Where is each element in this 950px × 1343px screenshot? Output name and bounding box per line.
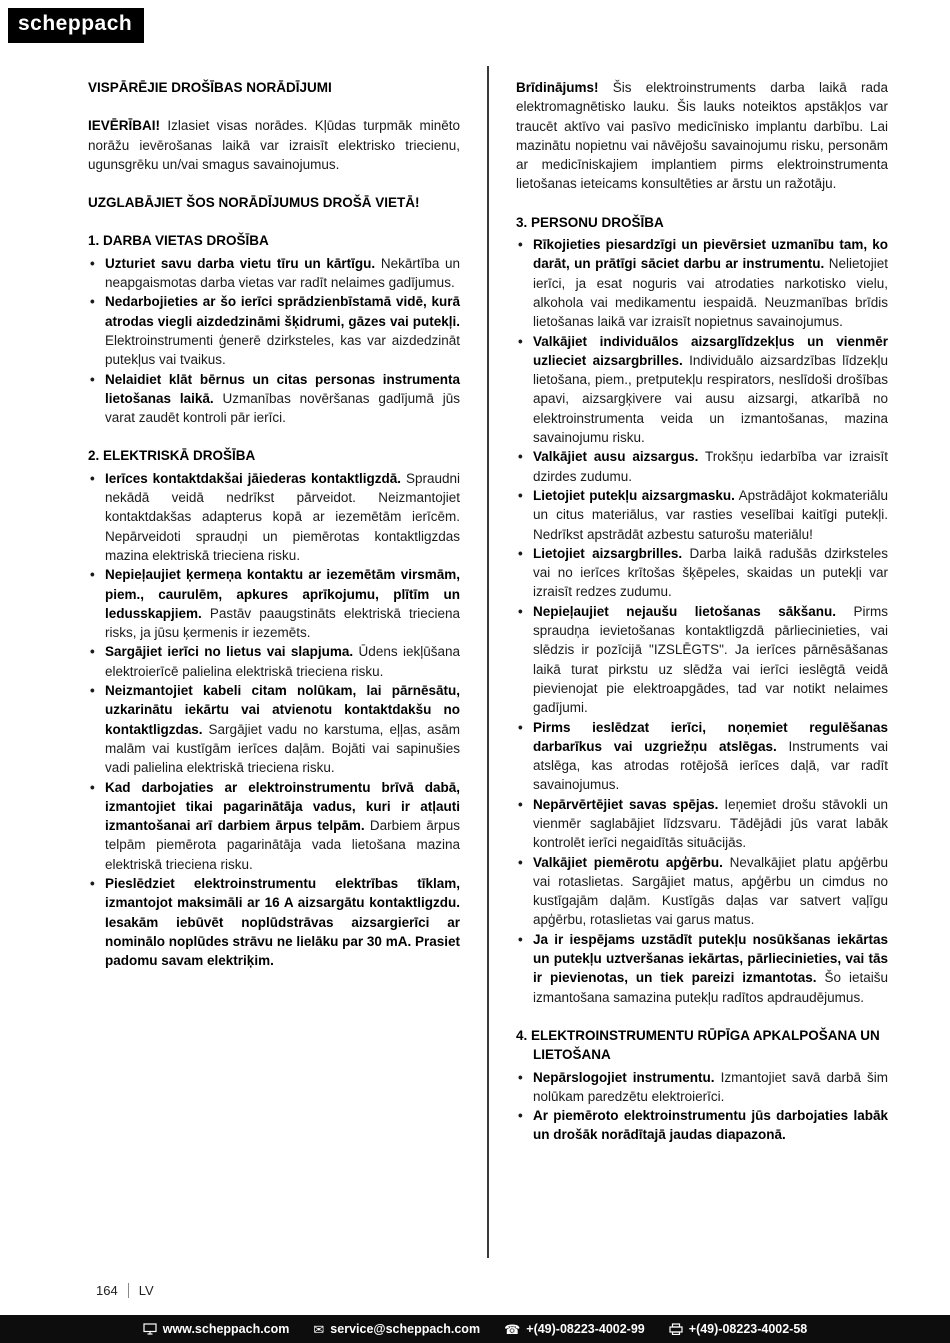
page-number: 164	[96, 1283, 118, 1298]
bold-text: Pirms ieslēdzat ierīci, noņemiet regulēšanas darbarīkus vai uzgriežņu atslēgas.	[533, 719, 888, 754]
body-text: Pirms spraudņa ievietošanas kontaktligzdā pārliecinieties, vai slēdzis ir pozīcijā "IZSLĒGTS". Ja ierīces pārnēsāšanas laikā turat pirkstu uz slēdža vai ierīci ieslēgtā veidā pievienojat pie elektroapgādes, tad var notikt nelaimes gadījumi.	[533, 603, 888, 716]
bullet-item	[88, 292, 460, 369]
body-text: Nekārtība un neapgaismotas darba vietas var radīt nelaimes gadījumus.	[105, 255, 461, 291]
bullet-item	[516, 853, 888, 930]
body-text: Ūdens iekļūšana elektroierīcē palielina elektriskā trieciena risku.	[105, 644, 460, 679]
bold-text: Kad darbojaties ar elektroinstrumentu brīvā dabā, izmantojiet tikai pagarinātāja vadus, kuri ir atļauti izmantošanai arī darbiem ārpus telpām.	[105, 779, 460, 834]
footer-email	[313, 1322, 480, 1336]
bullet-item	[88, 370, 460, 428]
website-url: www.scheppach.com	[162, 1322, 290, 1336]
bullet-marker: •	[518, 931, 523, 947]
bullet-marker: •	[518, 333, 523, 349]
bullet-item	[516, 930, 888, 1007]
bullet-item	[88, 469, 460, 565]
bullet-marker: •	[90, 644, 95, 660]
page-content	[88, 66, 890, 1258]
bullet-item	[516, 486, 888, 544]
body-text: Nevalkājiet platu apģērbu vai rotaslietas. Sargājiet matus, apģērbu un cimdus no kustīgajām daļām. Kustīgās daļas var satvert vaļīgu apģērbu, rotaslietas vai garus matus.	[533, 854, 888, 928]
envelope-icon: ✉	[313, 1321, 325, 1337]
bullet-item	[88, 642, 460, 681]
body-text: Individuālo aizsardzības līdzekļu lietošana, piem., pretputekļu respirators, neslīdoši drošības apavi, aizsargķivere vai ausu aizsargi, atkarībā no elektroinstrumenta veida un izmantošanas, mazina savainojumu risku.	[533, 352, 888, 446]
section-heading: VISPĀRĒJIE DROŠĪBAS NORĀDĪJUMI	[88, 80, 332, 95]
body-text: Pastāv paaugstināts elektriskā trieciena risks, ja jūsu ķermenis ir iezemēts.	[105, 605, 460, 641]
bullet-item	[516, 332, 888, 448]
page-number-divider	[128, 1283, 129, 1298]
body-text: Uzmanības novēršanas gadījumā jūs varat zaudēt kontroli pār ierīci.	[105, 390, 460, 426]
bullet-marker: •	[90, 875, 95, 891]
paragraph	[88, 116, 460, 174]
bullet-marker: •	[90, 683, 95, 699]
paragraph	[516, 78, 888, 194]
bold-text: Nedarbojieties ar šo ierīci sprādzienbīstamā vidē, kurā atrodas viegli aizdedzināmi šķidrumi, gāzes vai putekļi.	[105, 294, 460, 329]
body-text: Elektroinstrumenti ģenerē dzirksteles, kas var aizdedzināt putekļus vai tvaikus.	[105, 332, 460, 368]
body-text: Izmantojiet savā darbā šim nolūkam paredzētu elektroierīci.	[533, 1069, 888, 1104]
body-text: Trokšņu iedarbība var izraisīt dzirdes zudumu.	[533, 449, 888, 484]
bullet-item	[88, 681, 460, 777]
body-text: Izlasiet visas norādes. Kļūdas turpmāk minēto norāžu ievērošanas laikā var izraisīt elektrisko triecienu, ugunsgrēku un/vai smagus savainojumus.	[88, 118, 460, 172]
footer-website	[143, 1322, 290, 1336]
bullet-marker: •	[518, 796, 523, 812]
body-text: Nelietojiet ierīci, ja esat noguris vai atrodaties narkotisko vielu, alkohola vai medikamentu iespaidā. Neuzmanības brīdis lietošanas laikā var izraisīt nopietnus savainojumus.	[533, 256, 888, 330]
bold-text: Nepārvērtējiet savas spējas.	[533, 796, 719, 812]
bullet-list	[88, 469, 460, 971]
bullet-item	[88, 565, 460, 642]
bullet-item	[516, 235, 888, 331]
bullet-item	[516, 602, 888, 718]
bullet-item	[516, 718, 888, 795]
bullet-item	[516, 447, 888, 486]
bullet-marker: •	[518, 603, 523, 619]
section-heading: 3. PERSONU DROŠĪBA	[516, 214, 664, 230]
bold-text: Rīkojieties piesardzīgi un pievērsiet uzmanību tam, ko darāt, un prātīgi sāciet darbu ar instrumentu.	[533, 237, 888, 272]
bullet-marker: •	[90, 470, 95, 486]
monitor-icon	[143, 1323, 157, 1335]
column-divider	[487, 66, 489, 1258]
bold-text: Valkājiet piemērotu apģērbu.	[533, 854, 723, 870]
bullet-list	[516, 1068, 888, 1145]
fax-number: +(49)-08223-4002-58	[688, 1322, 808, 1336]
scheppach-logo: scheppach	[8, 8, 144, 43]
body-text: Darbiem ārpus telpām piemērota pagarinātāja vada lietošana mazina elektriskā trieciena risku.	[105, 818, 460, 872]
bullet-marker: •	[518, 449, 523, 465]
bold-text: Lietojiet putekļu aizsargmasku.	[533, 487, 735, 503]
bullet-marker: •	[90, 567, 95, 583]
bold-text: Nepieļaujiet ķermeņa kontaktu ar iezemētām virsmām, piem., caurulēm, apkures aprīkojumu, plītīm un ledusskapjiem.	[105, 567, 460, 621]
body-text: Darba laikā radušās dzirksteles vai no ierīces krītošas šķēpeles, skaidas un putekļi var izraisīt redzes zudumu.	[533, 545, 888, 600]
bold-text: Valkājiet individuālos aizsarglīdzekļus un vienmēr uzlieciet aizsargbrilles.	[533, 333, 888, 368]
bold-text: Nelaidiet klāt bērnus un citas personas instrumenta lietošanas laikā.	[105, 371, 460, 406]
bold-text: Uzturiet savu darba vietu tīru un kārtīgu.	[105, 255, 376, 271]
email-address: service@scheppach.com	[330, 1322, 481, 1336]
body-text: Instruments vai atslēga, kas atrodas rotējošā ierīces daļā, var radīt savainojumus.	[533, 738, 888, 793]
bullet-marker: •	[90, 371, 95, 387]
bold-text: Brīdinājums!	[516, 80, 599, 95]
right-column	[516, 66, 888, 1258]
bullet-item	[88, 874, 460, 970]
contact-footer-bar	[0, 1315, 950, 1343]
bullet-item	[88, 254, 460, 293]
bold-text: Lietojiet aizsargbrilles.	[533, 545, 683, 561]
language-code: LV	[138, 1283, 154, 1298]
bullet-marker: •	[90, 255, 95, 271]
bold-text: Valkājiet ausu aizsargus.	[533, 449, 699, 465]
bold-text: Neizmantojiet kabeli citam nolūkam, lai pārnēsātu, uzkarinātu iekārtu vai atvienotu kontaktdakšu no kontaktligzdas.	[105, 683, 460, 737]
bullet-item	[516, 1106, 888, 1145]
bullet-marker: •	[90, 779, 95, 795]
bullet-marker: •	[518, 854, 523, 870]
bullet-marker: •	[518, 1108, 523, 1124]
body-text: Ieņemiet drošu stāvokli un vienmēr saglabājiet līdzsvaru. Tādējādi jūs varat labāk kontrolēt ierīci negaidītās situācijās.	[533, 796, 888, 851]
bold-text: Pieslēdziet elektroinstrumentu elektrības tīklam, izmantojot maksimāli ar 16 A aizsargātu kontaktligzdu. Iesakām iebūvēt noplūdstrāvas aizsargierīci ar nominālo noplūdes strāvu ne lielāku par 30 mA. Prasiet padomu savam elektriķim.	[105, 875, 460, 969]
bullet-marker: •	[90, 294, 95, 310]
bullet-marker: •	[518, 719, 523, 735]
bullet-item	[516, 795, 888, 853]
body-text: Sargājiet vadu no karstuma, eļļas, asām malām vai kustīgām ierīces daļām. Bojāti vai sapinušies vadi palielina elektriskā trieciena risku.	[105, 721, 460, 776]
bullet-item	[88, 778, 460, 874]
bold-text: Ja ir iespējams uzstādīt putekļu nosūkšanas iekārtas un putekļu uztveršanas iekārtas, pārliecinieties, vai tās ir pievienotas, un tiek pareizi izmantotas.	[533, 931, 888, 986]
bullet-marker: •	[518, 487, 523, 503]
bold-text: Ierīces kontaktdakšai jāiederas kontaktligzdā.	[105, 470, 402, 486]
body-text: Šo ietaišu izmantošana samazina putekļu radītos apdraudējumus.	[533, 970, 888, 1005]
bullet-item	[516, 544, 888, 602]
left-column	[88, 66, 460, 1258]
section-heading: 2. ELEKTRISKĀ DROŠĪBA	[88, 448, 256, 464]
bullet-marker: •	[518, 237, 523, 253]
bold-text: Ar piemēroto elektroinstrumentu jūs darbojaties labāk un drošāk norādītajā jaudas diapazonā.	[533, 1108, 888, 1143]
bullet-marker: •	[518, 545, 523, 561]
body-text: Apstrādājot kokmateriālu un citus materiālus, var rasties veselībai kaitīgi putekļi. Nedrīkst apstrādāt azbestu saturošu materiālu!	[533, 487, 888, 542]
bullet-list	[88, 254, 460, 428]
page-footer	[96, 1283, 154, 1298]
section-heading: UZGLABĀJIET ŠOS NORĀDĪJUMUS DROŠĀ VIETĀ!	[88, 195, 420, 211]
bold-text: Nepieļaujiet nejaušu lietošanas sākšanu.	[533, 603, 837, 619]
phone-icon: ☎	[504, 1321, 521, 1337]
footer-phone	[504, 1322, 645, 1336]
body-text: Šis elektroinstruments darba laikā rada elektromagnētisko lauku. Šis lauks noteiktos apstākļos var traucēt aktīvo vai pasīvo medicīnisko implantu darbību. Lai mazinātu nopietnu vai nāvējošu savainojumu risku, personām ar medicīniskajiem implantiem pirms elektroinstrumenta lietošanas ieteicams konsultēties ar ārstu un ražotāju.	[516, 80, 888, 192]
body-text: Spraudni nekādā veidā nedrīkst pārveidot. Neizmantojiet kontaktdakšas adapterus kopā ar iezemētām ierīcēm. Nepārveidoti spraudņi un piemērotas kontaktligzdas mazina elektriskā trieciena risku.	[105, 470, 460, 563]
bold-text: IEVĒRĪBAI!	[88, 118, 161, 134]
bold-text: Sargājiet ierīci no lietus vai slapjuma.	[105, 644, 354, 660]
footer-fax	[669, 1322, 808, 1336]
phone-number: +(49)-08223-4002-99	[526, 1322, 645, 1336]
bullet-list	[516, 235, 888, 1007]
bullet-marker: •	[518, 1069, 523, 1085]
fax-icon	[669, 1323, 683, 1335]
bold-text: Nepārslogojiet instrumentu.	[533, 1069, 715, 1085]
section-heading: 4. ELEKTROINSTRUMENTU RŪPĪGA APKALPOŠANA UN LIETOŠANA	[516, 1027, 880, 1063]
bullet-item	[516, 1068, 888, 1107]
section-heading: 1. DARBA VIETAS DROŠĪBA	[88, 233, 269, 249]
